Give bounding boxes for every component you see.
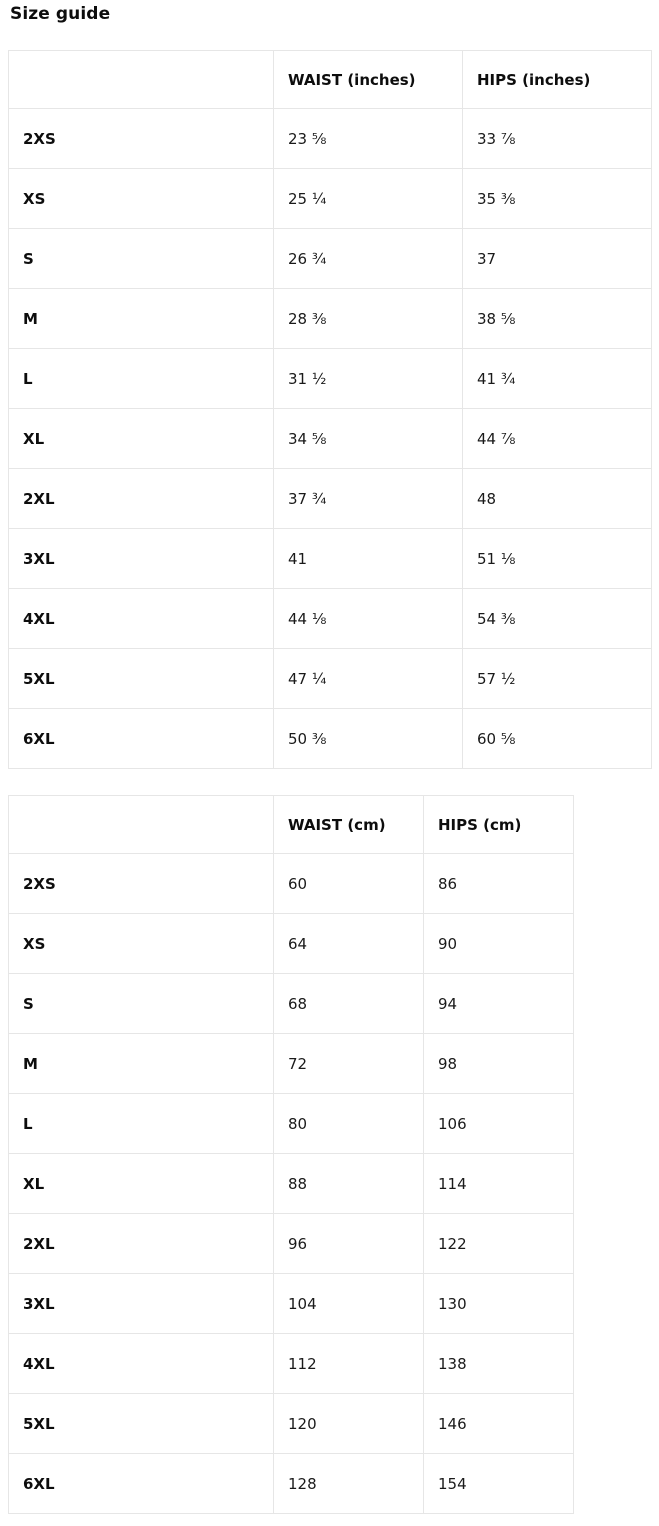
size-guide-page [0,4,659,1526]
row-label-size: 4XL [9,589,274,649]
row-label-size: XS [9,169,274,229]
row-label-size: XL [9,1154,274,1214]
table-body-cm [9,854,574,1514]
table-row [9,1394,574,1454]
cell-hips: 48 [463,469,652,529]
table-row [9,229,652,289]
cell-hips: 54 ⅜ [463,589,652,649]
cell-waist: 31 ½ [274,349,463,409]
row-label-size: 3XL [9,1274,274,1334]
table-header-row [9,796,574,854]
cell-hips: 33 ⅞ [463,109,652,169]
size-table-inches-block [8,50,651,769]
cell-waist: 88 [274,1154,424,1214]
table-row [9,289,652,349]
row-label-size: S [9,974,274,1034]
table-row [9,854,574,914]
row-label-size: 5XL [9,1394,274,1454]
table-row [9,649,652,709]
row-label-size: 2XS [9,854,274,914]
cell-hips: 122 [424,1214,574,1274]
table-body-inches [9,109,652,769]
cell-hips: 130 [424,1274,574,1334]
cell-hips: 51 ⅛ [463,529,652,589]
cell-waist: 112 [274,1334,424,1394]
cell-hips: 86 [424,854,574,914]
table-row [9,974,574,1034]
row-label-size: M [9,289,274,349]
cell-hips: 37 [463,229,652,289]
cell-waist: 64 [274,914,424,974]
page-title: Size guide [10,4,111,24]
row-label-size: 6XL [9,1454,274,1514]
column-header-size [9,796,274,854]
cell-waist: 34 ⅝ [274,409,463,469]
size-table-inches [8,50,652,769]
column-header-hips: HIPS (cm) [424,796,574,854]
size-table-cm-block [8,795,651,1514]
row-label-size: L [9,1094,274,1154]
table-row [9,469,652,529]
row-label-size: S [9,229,274,289]
cell-hips: 146 [424,1394,574,1454]
cell-waist: 80 [274,1094,424,1154]
cell-waist: 28 ⅜ [274,289,463,349]
row-label-size: XL [9,409,274,469]
column-header-waist: WAIST (inches) [274,51,463,109]
cell-waist: 50 ⅜ [274,709,463,769]
cell-waist: 25 ¼ [274,169,463,229]
row-label-size: 2XL [9,469,274,529]
cell-hips: 35 ⅜ [463,169,652,229]
cell-hips: 138 [424,1334,574,1394]
table-row [9,1094,574,1154]
cell-hips: 41 ¾ [463,349,652,409]
cell-waist: 60 [274,854,424,914]
cell-hips: 57 ½ [463,649,652,709]
table-row [9,1274,574,1334]
table-header-cm [9,796,574,854]
cell-hips: 60 ⅝ [463,709,652,769]
cell-waist: 72 [274,1034,424,1094]
cell-waist: 128 [274,1454,424,1514]
cell-waist: 47 ¼ [274,649,463,709]
column-header-hips: HIPS (inches) [463,51,652,109]
cell-hips: 98 [424,1034,574,1094]
table-row [9,349,652,409]
table-row [9,1154,574,1214]
cell-hips: 106 [424,1094,574,1154]
table-row [9,589,652,649]
bottom-spacer [8,1514,651,1526]
row-label-size: M [9,1034,274,1094]
cell-waist: 104 [274,1274,424,1334]
cell-waist: 96 [274,1214,424,1274]
column-header-size [9,51,274,109]
cell-hips: 90 [424,914,574,974]
row-label-size: 2XL [9,1214,274,1274]
cell-waist: 44 ⅛ [274,589,463,649]
cell-waist: 37 ¾ [274,469,463,529]
table-row [9,409,652,469]
table-row [9,914,574,974]
table-row [9,1334,574,1394]
size-table-cm [8,795,574,1514]
column-header-waist: WAIST (cm) [274,796,424,854]
cell-waist: 26 ¾ [274,229,463,289]
row-label-size: 6XL [9,709,274,769]
cell-hips: 94 [424,974,574,1034]
row-label-size: L [9,349,274,409]
cell-hips: 38 ⅝ [463,289,652,349]
row-label-size: 3XL [9,529,274,589]
cell-waist: 41 [274,529,463,589]
row-label-size: 4XL [9,1334,274,1394]
cell-waist: 120 [274,1394,424,1454]
table-row [9,1454,574,1514]
table-row [9,1214,574,1274]
table-row [9,109,652,169]
row-label-size: XS [9,914,274,974]
cell-waist: 23 ⅝ [274,109,463,169]
table-row [9,169,652,229]
table-header-row [9,51,652,109]
cell-hips: 154 [424,1454,574,1514]
table-header-inches [9,51,652,109]
table-row [9,1034,574,1094]
cell-waist: 68 [274,974,424,1034]
cell-hips: 44 ⅞ [463,409,652,469]
table-row [9,709,652,769]
table-row [9,529,652,589]
row-label-size: 2XS [9,109,274,169]
row-label-size: 5XL [9,649,274,709]
cell-hips: 114 [424,1154,574,1214]
